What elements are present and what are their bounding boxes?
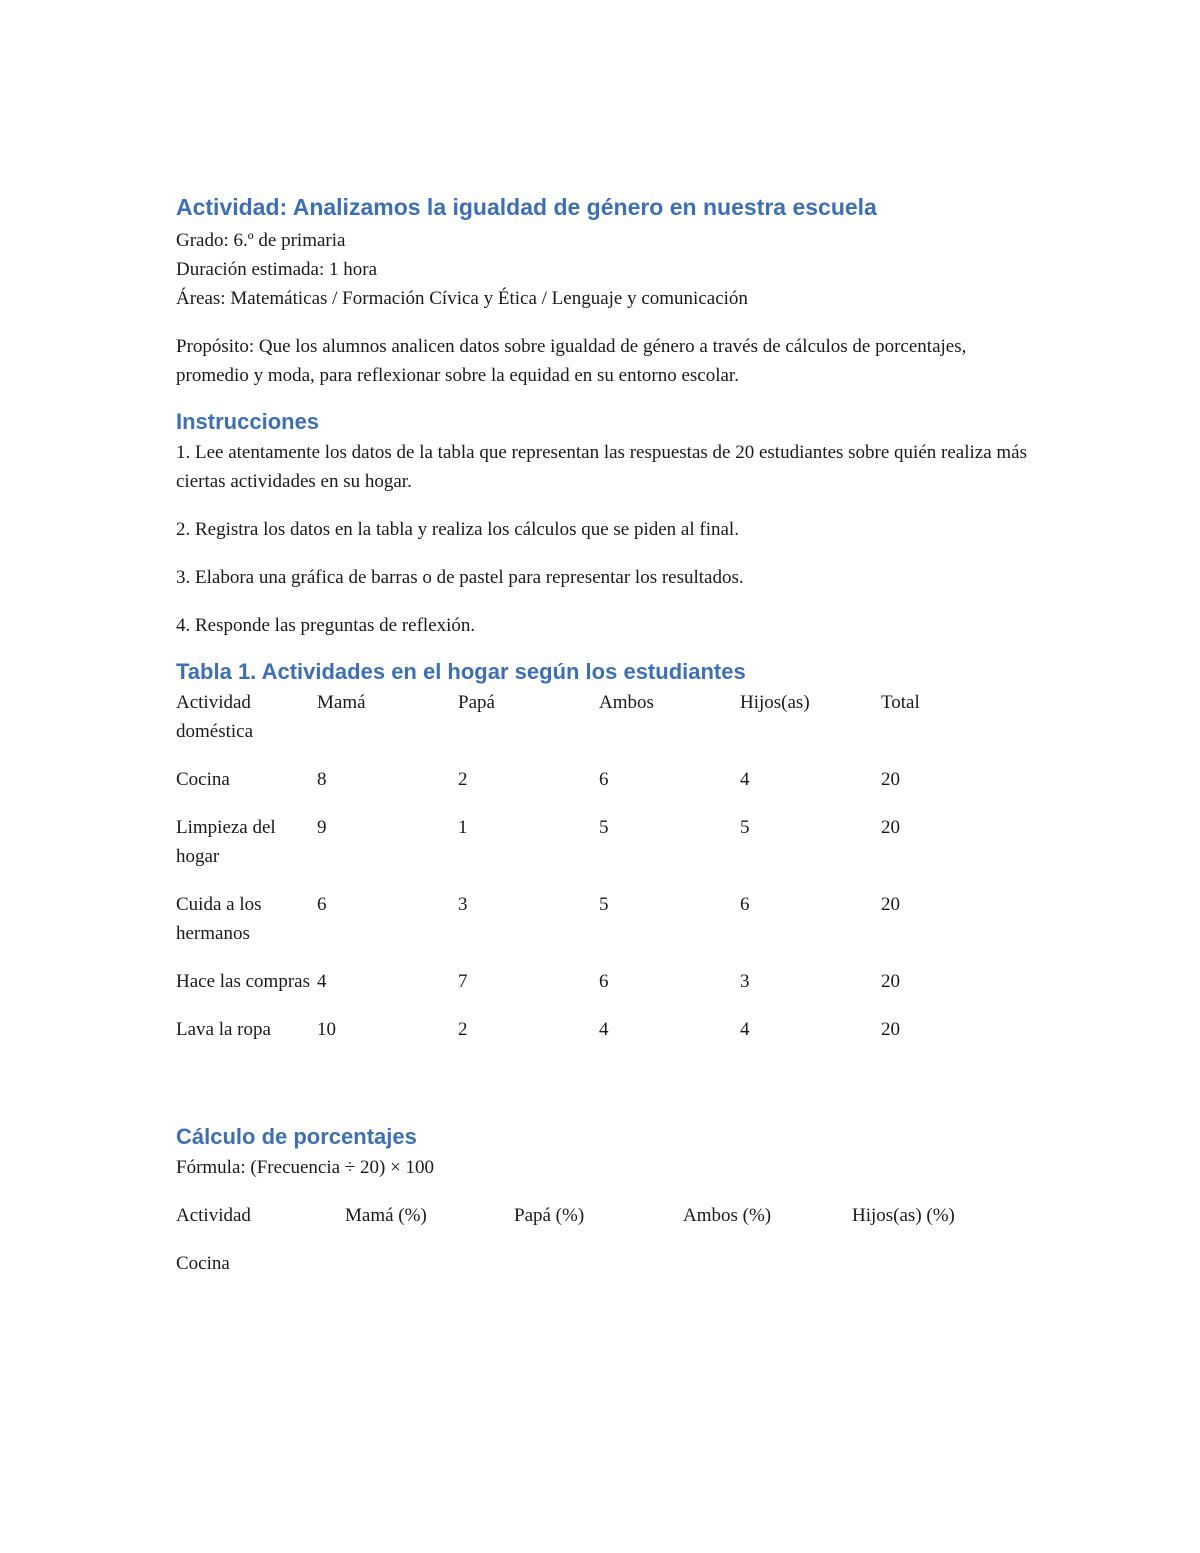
column-header: Hijos(as)	[740, 692, 810, 713]
table-cell	[852, 1249, 1021, 1297]
table-row	[176, 765, 1022, 813]
table-row	[176, 1249, 1021, 1297]
table-cell: Cocina	[176, 1253, 230, 1274]
column-header: Mamá	[317, 692, 366, 713]
column-header: Total	[881, 692, 920, 713]
table-cell: 5	[740, 817, 750, 838]
table-row	[176, 967, 1022, 1015]
column-header: Ambos	[599, 692, 654, 713]
instruction-step: 4. Responde las preguntas de reflexión.	[176, 615, 476, 636]
table-cell: 6	[599, 971, 609, 992]
table-cell: 7	[458, 971, 468, 992]
table-cell: 6	[599, 769, 609, 790]
table-cell: 4	[740, 1019, 750, 1040]
table-cell: Limpieza del hogar	[176, 817, 276, 867]
table-cell	[345, 1249, 514, 1297]
table-cell: 1	[458, 817, 468, 838]
table-cell: Hace las compras	[176, 971, 310, 992]
document-body	[176, 190, 1036, 1297]
table-cell: 20	[881, 971, 900, 992]
column-header: Hijos(as) (%)	[852, 1205, 955, 1226]
table-cell: Cocina	[176, 769, 230, 790]
table-cell: 2	[458, 1019, 468, 1040]
percentages-heading: Cálculo de porcentajes	[176, 1124, 417, 1149]
table-cell: 3	[458, 894, 468, 915]
column-header: Actividad	[176, 1205, 251, 1226]
formula-line: Fórmula: (Frecuencia ÷ 20) × 100	[176, 1157, 435, 1178]
areas-line: Áreas: Matemáticas / Formación Cívica y Ética / Lenguaje y comunicación	[176, 288, 748, 309]
table-cell: 4	[740, 769, 750, 790]
table-cell: 5	[599, 894, 609, 915]
column-header: Ambos (%)	[683, 1205, 772, 1226]
table-cell: 20	[881, 817, 900, 838]
table-cell: 20	[881, 769, 900, 790]
instruction-step: 2. Registra los datos en la tabla y realiza los cálculos que se piden al final.	[176, 519, 739, 540]
table-cell: 3	[740, 971, 750, 992]
table-row	[176, 813, 1022, 890]
column-header: Papá (%)	[514, 1205, 585, 1226]
column-header: Papá	[458, 692, 495, 713]
instruction-step: 3. Elabora una gráfica de barras o de pastel para representar los resultados.	[176, 567, 744, 588]
table-row	[176, 1015, 1022, 1063]
document-title: Actividad: Analizamos la igualdad de género en nuestra escuela	[176, 194, 877, 220]
column-header: Actividad doméstica	[176, 692, 254, 742]
grade-line: Grado: 6.º de primaria	[176, 230, 346, 251]
table-cell: 20	[881, 894, 900, 915]
table-cell: 6	[740, 894, 750, 915]
column-header: Mamá (%)	[345, 1205, 427, 1226]
table-cell: 4	[317, 971, 327, 992]
table-cell: 4	[599, 1019, 609, 1040]
table-cell	[683, 1249, 852, 1297]
table-cell: 8	[317, 769, 327, 790]
table-cell: 2	[458, 769, 468, 790]
purpose-paragraph: Propósito: Que los alumnos analicen datos sobre igualdad de género a través de cálculos de porcentajes, promedio y moda, para reflexionar sobre la equidad en su entorno escolar.	[176, 336, 967, 386]
instruction-step: 1. Lee atentamente los datos de la tabla que representan las respuestas de 20 estudiantes sobre quién realiza más ciertas actividades en su hogar.	[176, 442, 1027, 492]
table-header-row	[176, 688, 1022, 765]
table-cell: 6	[317, 894, 327, 915]
duration-line: Duración estimada: 1 hora	[176, 259, 378, 280]
table-cell: Lava la ropa	[176, 1019, 271, 1040]
household-activities-table	[176, 688, 1022, 1063]
instructions-heading: Instrucciones	[176, 409, 320, 434]
table-row	[176, 890, 1022, 967]
table-header-row	[176, 1201, 1021, 1249]
table-cell: 5	[599, 817, 609, 838]
table-cell: 10	[317, 1019, 336, 1040]
table-cell: 9	[317, 817, 327, 838]
percentages-table	[176, 1201, 1021, 1297]
activity-meta	[176, 226, 1036, 313]
table-cell: Cuida a los hermanos	[176, 894, 262, 944]
table1-heading: Tabla 1. Actividades en el hogar según los estudiantes	[176, 659, 746, 684]
table-cell: 20	[881, 1019, 900, 1040]
table-cell	[514, 1249, 683, 1297]
instructions-list	[176, 438, 1036, 640]
